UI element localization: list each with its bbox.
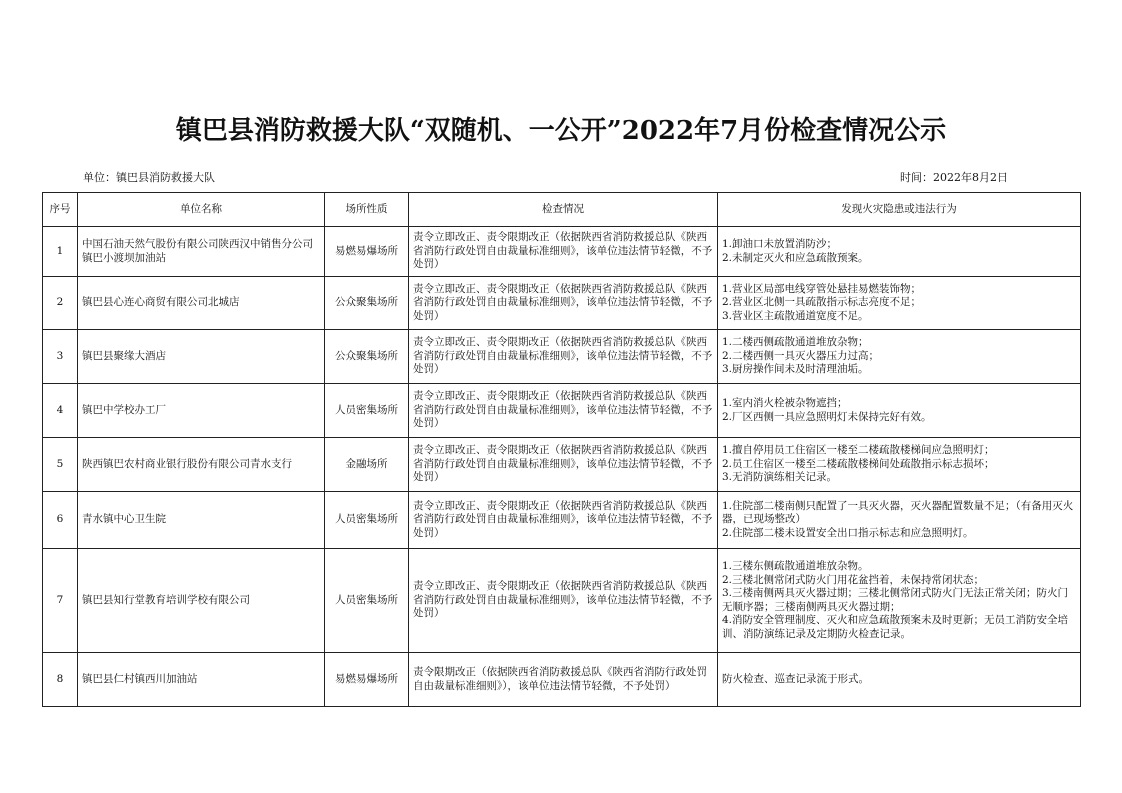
header-issues: 发现火灾隐患或违法行为 (718, 193, 1081, 227)
hazard-list (718, 384, 1081, 438)
site-type: 人员密集场所 (325, 549, 409, 653)
table-row (43, 384, 1081, 438)
unit-name: 镇巴县知行堂教育培训学校有限公司 (78, 549, 325, 653)
row-number: 7 (43, 549, 78, 653)
inspection-result: 责令立即改正、责令限期改正（依据陕西省消防救援总队《陕西省消防行政处罚自由裁量标准细则》，该单位违法情节轻微，不予处罚） (409, 277, 718, 330)
inspection-result: 责令立即改正、责令限期改正（依据陕西省消防救援总队《陕西省消防行政处罚自由裁量标准细则》，该单位违法情节轻微，不予处罚） (409, 438, 718, 492)
table-row (43, 653, 1081, 707)
row-number: 2 (43, 277, 78, 330)
page-title: 镇巴县消防救援大队“双随机、一公开”2022年7月份检查情况公示 (175, 116, 947, 146)
hazard-item: 2.未制定灭火和应急疏散预案。 (722, 251, 869, 264)
table-row (43, 549, 1081, 653)
unit-name: 镇巴中学校办工厂 (78, 384, 325, 438)
hazard-item: 1.二楼西侧疏散通道堆放杂物； (722, 336, 869, 349)
hazard-item: 2.厂区西侧一具应急照明灯未保持完好有效。 (722, 410, 932, 423)
site-type: 人员密集场所 (325, 384, 409, 438)
row-number: 3 (43, 330, 78, 384)
hazard-item: 3.三楼南侧两具灭火器过期；三楼北侧常闭式防火门无法正常关闭；防火门无顺序器；三楼南侧两具灭火器过期； (722, 587, 1069, 613)
hazard-list (718, 438, 1081, 492)
inspection-result: 责令立即改正、责令限期改正（依据陕西省消防救援总队《陕西省消防行政处罚自由裁量标准细则》，该单位违法情节轻微，不予处罚） (409, 492, 718, 549)
inspection-result: 责令立即改正、责令限期改正（依据陕西省消防救援总队《陕西省消防行政处罚自由裁量标准细则》，该单位违法情节轻微，不予处罚） (409, 384, 718, 438)
row-number: 1 (43, 227, 78, 277)
table-row (43, 330, 1081, 384)
header-name: 单位名称 (78, 193, 325, 227)
unit-name: 镇巴县聚缘大酒店 (78, 330, 325, 384)
table-row (43, 492, 1081, 549)
hazard-item: 2.员工住宿区一楼至二楼疏散楼梯间处疏散指示标志损坏； (722, 457, 995, 470)
row-number: 4 (43, 384, 78, 438)
inspection-result: 责令立即改正、责令限期改正（依据陕西省消防救援总队《陕西省消防行政处罚自由裁量标准细则》，该单位违法情节轻微，不予处罚） (409, 330, 718, 384)
site-type: 易燃易爆场所 (325, 653, 409, 707)
site-type: 人员密集场所 (325, 492, 409, 549)
inspection-result: 责令限期改正（依据陕西省消防救援总队《陕西省消防行政处罚自由裁量标准细则》），该单位违法情节轻微，不予处罚） (409, 653, 718, 707)
site-type: 公众聚集场所 (325, 277, 409, 330)
inspection-table (42, 192, 1081, 707)
header-no: 序号 (43, 193, 78, 227)
unit-name: 陕西镇巴农村商业银行股份有限公司青水支行 (78, 438, 325, 492)
hazard-list (718, 653, 1081, 707)
unit-name: 中国石油天然气股份有限公司陕西汉中销售分公司镇巴小渡坝加油站 (78, 227, 325, 277)
hazard-item: 1.室内消火栓被杂物遮挡； (722, 397, 848, 409)
time-label: 时间：2022年8月2日 (900, 171, 1008, 184)
header-check: 检查情况 (409, 193, 718, 227)
inspection-result: 责令立即改正、责令限期改正（依据陕西省消防救援总队《陕西省消防行政处罚自由裁量标准细则》，该单位违法情节轻微，不予处罚） (409, 227, 718, 277)
hazard-item: 1.住院部二楼南侧只配置了一具灭火器，灭火器配置数量不足；（有备用灭火器，已现场整改） (722, 499, 1074, 526)
site-type: 公众聚集场所 (325, 330, 409, 384)
hazard-item: 3.营业区主疏散通道宽度不足。 (722, 309, 869, 322)
unit-name: 青水镇中心卫生院 (78, 492, 325, 549)
hazard-item: 1.卸油口未放置消防沙； (722, 238, 838, 250)
hazard-item: 防火检查、巡查记录流于形式。 (722, 672, 869, 685)
hazard-item: 2.营业区北侧一具疏散指示标志亮度不足； (722, 296, 922, 309)
row-number: 8 (43, 653, 78, 707)
hazard-list (718, 330, 1081, 384)
hazard-item: 1.三楼东侧疏散通道堆放杂物。 (722, 560, 869, 572)
unit-label: 单位：镇巴县消防救援大队 (83, 171, 215, 184)
hazard-item: 1.营业区局部电线穿管处悬挂易燃装饰物； (722, 282, 922, 295)
hazard-item: 3.无消防演练相关记录。 (722, 471, 838, 484)
table-header-row (43, 193, 1081, 227)
inspection-result: 责令立即改正、责令限期改正（依据陕西省消防救援总队《陕西省消防行政处罚自由裁量标准细则》，该单位违法情节轻微，不予处罚） (409, 549, 718, 653)
hazard-item: 1.擅自停用员工住宿区一楼至二楼疏散楼梯间应急照明灯； (722, 444, 995, 457)
table-row (43, 438, 1081, 492)
table-row (43, 277, 1081, 330)
unit-name: 镇巴县仁村镇西川加油站 (78, 653, 325, 707)
site-type: 金融场所 (325, 438, 409, 492)
site-type: 易燃易爆场所 (325, 227, 409, 277)
row-number: 5 (43, 438, 78, 492)
hazard-item: 2.住院部二楼未设置安全出口指示标志和应急照明灯。 (722, 526, 974, 539)
unit-name: 镇巴县心连心商贸有限公司北城店 (78, 277, 325, 330)
header-type: 场所性质 (325, 193, 409, 227)
hazard-list (718, 492, 1081, 549)
hazard-item: 2.三楼北侧常闭式防火门用花盆挡着，未保持常闭状态； (722, 573, 985, 586)
hazard-item: 2.二楼西侧一具灭火器压力过高； (722, 349, 880, 362)
table-row (43, 227, 1081, 277)
hazard-item: 4.消防安全管理制度、灭火和应急疏散预案未及时更新；无员工消防安全培训、消防演练记录及定期防火检查记录。 (722, 614, 1069, 640)
row-number: 6 (43, 492, 78, 549)
hazard-list (718, 227, 1081, 277)
hazard-item: 3.厨房操作间未及时清理油垢。 (722, 363, 869, 376)
hazard-list (718, 277, 1081, 330)
hazard-list (718, 549, 1081, 653)
